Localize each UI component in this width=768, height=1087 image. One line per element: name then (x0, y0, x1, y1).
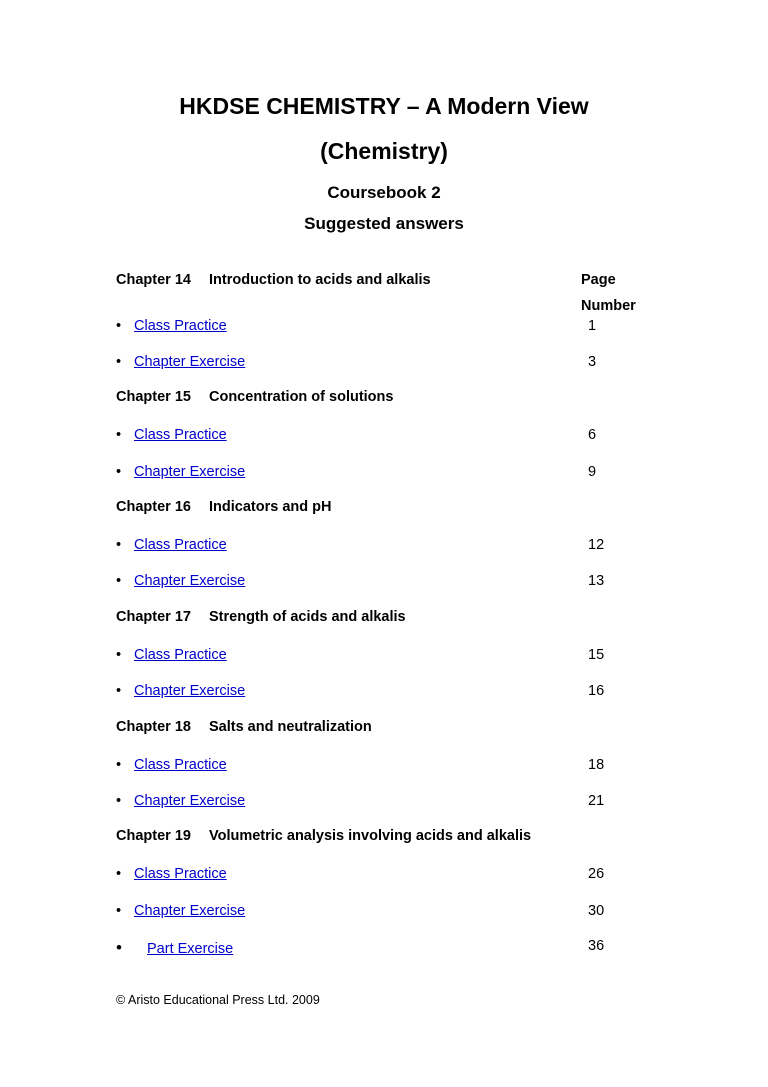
chapter-heading (116, 272, 431, 288)
chapter-heading (116, 499, 331, 515)
list-item (116, 757, 227, 773)
page-number: 15 (588, 647, 605, 663)
class-practice-link[interactable]: Class Practice (134, 757, 227, 773)
chapter-title: Salts and neutralization (209, 719, 372, 735)
page-number: 36 (588, 938, 605, 954)
chapter-title: Indicators and pH (209, 499, 332, 515)
list-item (116, 427, 227, 443)
chapter-title: Volumetric analysis involving acids and alkalis (209, 828, 532, 844)
page-number: 1 (588, 318, 597, 334)
list-item (116, 537, 227, 553)
chapter-number: Chapter 18 (116, 719, 191, 735)
list-item (116, 318, 227, 334)
page-number-column-header: Page Number (581, 272, 636, 314)
page-number: 13 (588, 573, 605, 589)
bullet: • (116, 866, 122, 882)
bullet: • (116, 318, 122, 334)
chapter-exercise-link[interactable]: Chapter Exercise (134, 354, 246, 370)
chapter-number: Chapter 14 (116, 272, 191, 288)
list-item (116, 354, 245, 370)
chapter-exercise-link[interactable]: Chapter Exercise (134, 903, 246, 919)
list-item (116, 938, 233, 958)
list-item (116, 647, 227, 663)
class-practice-link[interactable]: Class Practice (134, 537, 227, 553)
bullet: • (116, 573, 122, 589)
list-item (116, 793, 245, 809)
chapter-title: Introduction to acids and alkalis (209, 272, 431, 288)
subject-heading: (Chemistry) (320, 138, 448, 164)
chapter-title: Strength of acids and alkalis (209, 609, 406, 625)
bullet: • (116, 354, 122, 370)
page-number: 6 (588, 427, 597, 443)
chapter-exercise-link[interactable]: Chapter Exercise (134, 793, 246, 809)
document-title: HKDSE CHEMISTRY – A Modern View (179, 93, 589, 119)
book-heading: Coursebook 2 (327, 183, 441, 202)
list-item (116, 683, 245, 699)
part-exercise-link[interactable]: Part Exercise (147, 941, 234, 957)
class-practice-link[interactable]: Class Practice (134, 647, 227, 663)
chapter-title: Concentration of solutions (209, 389, 394, 405)
class-practice-link[interactable]: Class Practice (134, 427, 227, 443)
page-number: 26 (588, 866, 605, 882)
class-practice-link[interactable]: Class Practice (134, 318, 227, 334)
chapter-heading (116, 609, 406, 625)
list-item (116, 573, 245, 589)
list-item (116, 866, 227, 882)
chapter-exercise-link[interactable]: Chapter Exercise (134, 573, 246, 589)
page-number: 21 (588, 793, 605, 809)
chapter-heading (116, 719, 372, 735)
chapter-number: Chapter 16 (116, 499, 191, 515)
bullet: • (116, 464, 122, 480)
class-practice-link[interactable]: Class Practice (134, 866, 227, 882)
doc-type-heading: Suggested answers (304, 214, 464, 233)
bullet: • (116, 757, 122, 773)
bullet: • (116, 537, 122, 553)
page-number: 3 (588, 354, 597, 370)
page-number: 18 (588, 757, 605, 773)
bullet: • (116, 647, 122, 663)
chapter-heading (116, 828, 531, 844)
bullet: • (116, 427, 122, 443)
page-number: 16 (588, 683, 605, 699)
chapter-exercise-link[interactable]: Chapter Exercise (134, 464, 246, 480)
bullet: • (116, 938, 122, 957)
bullet: • (116, 683, 122, 699)
list-item (116, 464, 245, 480)
chapter-number: Chapter 19 (116, 828, 191, 844)
chapter-heading (116, 389, 393, 405)
page-number: 9 (588, 464, 597, 480)
list-item (116, 903, 245, 919)
chapter-exercise-link[interactable]: Chapter Exercise (134, 683, 246, 699)
bullet: • (116, 903, 122, 919)
page-number: 30 (588, 903, 605, 919)
page-number: 12 (588, 537, 605, 553)
chapter-number: Chapter 17 (116, 609, 191, 625)
bullet: • (116, 793, 122, 809)
copyright-footer: © Aristo Educational Press Ltd. 2009 (116, 993, 320, 1007)
chapter-number: Chapter 15 (116, 389, 191, 405)
